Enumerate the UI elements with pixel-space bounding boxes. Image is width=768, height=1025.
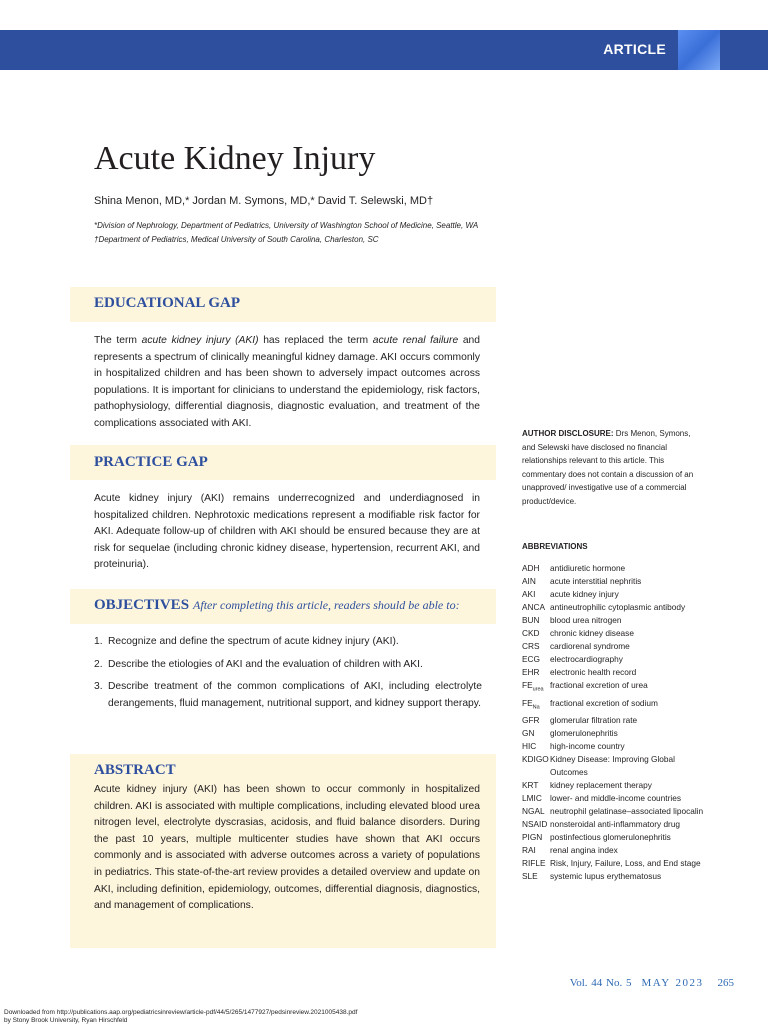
article-banner (0, 30, 768, 70)
abbreviation-definition: Risk, Injury, Failure, Loss, and End stage (550, 858, 701, 869)
abbreviation-definition: renal angina index (550, 845, 618, 856)
abbreviation-row (522, 831, 708, 844)
abbreviation-definition: fractional excretion of urea (550, 680, 648, 690)
volume-number: Vol. 44 No. 5 (569, 977, 632, 989)
download-url-line: Downloaded from http://publications.aap.org/pediatricsinreview/article-pdf/44/5/265/1477927/pedsinreview.2021005438.pdf (4, 1009, 358, 1016)
download-institution-line: by Stony Brook University, Ryan Hirschfeld (4, 1017, 128, 1024)
abbreviation-row (522, 727, 708, 740)
article-title: Acute Kidney Injury (94, 140, 376, 177)
abbreviation-definition: acute kidney injury (550, 589, 619, 599)
author-list: Shina Menon, MD,* Jordan M. Symons, MD,* David T. Selewski, MD† (94, 195, 434, 207)
abstract-heading: ABSTRACT (94, 762, 176, 778)
abbreviation-definition: fractional excretion of sodium (550, 697, 658, 708)
objectives-heading: OBJECTIVES After completing this article, readers should be able to: (94, 597, 460, 613)
article-type-label: ARTICLE (603, 41, 666, 57)
abbreviation-definition: postinfectious glomerulonephritis (550, 832, 671, 843)
abbreviation-row (522, 562, 708, 575)
abbreviation-row (522, 666, 708, 679)
abbreviation-row (522, 870, 708, 883)
abbreviation-row (522, 601, 708, 614)
abbreviation-row (522, 653, 708, 666)
abbreviation-definition: electrocardiography (550, 654, 623, 664)
abbreviation-term: RAI (522, 845, 536, 856)
abbreviation-row (522, 753, 708, 779)
abbreviation-row (522, 640, 708, 653)
abbreviation-definition: glomerular filtration rate (550, 715, 638, 726)
educational-gap-text: The term acute kidney injury (AKI) has replaced the term acute renal failure and represents a spectrum of clinically meaningful kidney damage. AKI occurs commonly in hospitalized children and has been shown to adversely impact outcomes across populations. It is important for clinicians to understand the epidemiology, risk factors, pathophysiology, differential diagnosis, diagnostic evaluation, and treatment of the complications associated with AKI. (94, 335, 481, 429)
abbreviation-definition: nonsteroidal anti-inflammatory drug (550, 819, 681, 830)
abbreviation-definition: glomerulonephritis (550, 728, 618, 739)
abbreviation-definition: acute interstitial nephritis (550, 576, 642, 586)
abbreviation-row (522, 844, 708, 857)
abbreviation-term: AKI (522, 589, 536, 599)
abbreviation-definition: chronic kidney disease (550, 628, 634, 638)
abbreviation-definition: kidney replacement therapy (550, 780, 652, 791)
abbreviation-row (522, 714, 708, 727)
abbreviation-term: BUN (522, 615, 540, 625)
abbreviation-definition: antineutrophilic cytoplasmic antibody (550, 602, 686, 612)
abbreviation-row (522, 588, 708, 601)
abbreviation-row (522, 575, 708, 588)
abbreviation-row (522, 805, 708, 818)
abbreviation-row (522, 857, 708, 870)
issue-date: MAY 2023 (641, 977, 704, 989)
abbreviation-term: GN (522, 728, 535, 739)
abbreviation-row (522, 627, 708, 640)
abbreviation-term: ANCA (522, 602, 546, 612)
abbreviation-row (522, 779, 708, 792)
affiliation-2: †Department of Pediatrics, Medical University of South Carolina, Charleston, SC (94, 235, 379, 244)
abbreviation-term: NGAL (522, 806, 545, 817)
abbreviation-term: GFR (522, 715, 540, 726)
abbreviation-row (522, 818, 708, 831)
abbreviation-row (522, 792, 708, 805)
abbreviation-definition: systemic lupus erythematosus (550, 871, 662, 882)
abbreviation-row (522, 740, 708, 753)
abstract-text: Acute kidney injury (AKI) has been shown to occur commonly in hospitalized children. AKI is associated with multiple complications, including elevated blood urea nitrogen level, electrolyte dyscrasias, acidosis, and fluid balance disorders. During the past 10 years, multiple multicenter studies have shown that AKI occurs commonly and is associated with adverse outcomes across a variety of populations in pediatrics. This state-of-the-art review provides a detailed overview and update on AKI, including definition, epidemiology, outcomes, differential diagnosis, diagnostics, and management of complications. (94, 784, 480, 912)
objective-item: 3. Describe treatment of the common complications of AKI, including electrolyte derangements, fluid management, nutritional support, and kidney support therapy. (94, 681, 482, 709)
objective-item: 1. Recognize and define the spectrum of acute kidney injury (AKI). (94, 636, 399, 647)
educational-gap-heading: EDUCATIONAL GAP (94, 295, 240, 311)
page-footer (570, 977, 734, 989)
abbreviation-term: ECG (522, 654, 540, 664)
abbreviation-term: RIFLE (522, 858, 546, 869)
abbreviation-definition: Kidney Disease: Improving Global Outcomes (550, 754, 675, 778)
abbreviation-term: EHR (522, 667, 540, 677)
abbreviation-definition: cardiorenal syndrome (550, 641, 630, 651)
abbreviation-term: AIN (522, 576, 536, 586)
abbreviation-definition: high-income country (550, 741, 625, 752)
abbreviation-term: KDIGO (522, 754, 549, 765)
abbreviation-term: LMIC (522, 793, 542, 804)
objectives-subheading: After completing this article, readers should be able to: (193, 598, 460, 612)
abbreviation-definition: electronic health record (550, 667, 637, 677)
abbreviation-definition: blood urea nitrogen (550, 615, 622, 625)
abbreviation-term: ADH (522, 563, 540, 573)
abbreviations-list (522, 562, 708, 883)
abbreviation-term: NSAID (522, 819, 548, 830)
practice-gap-heading: PRACTICE GAP (94, 454, 208, 470)
abbreviation-term: PIGN (522, 832, 543, 843)
abbreviation-row (522, 697, 708, 715)
abbreviation-definition: antidiuretic hormone (550, 563, 626, 573)
abbreviation-definition: lower- and middle-income countries (550, 793, 681, 804)
abbreviation-term: HIC (522, 741, 537, 752)
abbreviations-title: ABBREVIATIONS (522, 542, 588, 551)
abbreviation-row (522, 614, 708, 627)
abbreviation-term: $FE_{Na}$ (522, 697, 540, 711)
abbreviation-term: CRS (522, 641, 540, 651)
abbreviation-definition: neutrophil gelatinase–associated lipocalin (550, 806, 704, 817)
objectives-list (94, 634, 482, 718)
page-number: 265 (717, 977, 734, 989)
download-notice (4, 1009, 357, 1025)
affiliation-1: *Division of Nephrology, Department of Pediatrics, University of Washington School of Medicine, Seattle, WA (94, 221, 479, 230)
abbreviation-row (522, 679, 708, 697)
abbreviation-term: $FE_{urea}$ (522, 680, 544, 693)
abbreviation-term: KRT (522, 780, 539, 791)
objective-item: 2. Describe the etiologies of AKI and the evaluation of children with AKI. (94, 658, 423, 670)
abbreviation-term: SLE (522, 871, 538, 882)
author-disclosure: AUTHOR DISCLOSURE: Drs Menon, Symons, and Selewski have disclosed no financial relationships relevant to this article. This commentary does not contain a discussion of an unapproved/ investigative use of a commercial product/device. (522, 429, 694, 506)
practice-gap-text: Acute kidney injury (AKI) remains underrecognized and underdiagnosed in hospitalized children. Nephrotoxic medications represent a modifiable risk factor for AKI. Adequate follow-up of children with AKI should be ensured because they are at risk for sequelae (including chronic kidney disease, hypertension, recurrent AKI, and proteinuria). (94, 493, 480, 571)
abbreviation-term: CKD (522, 628, 540, 638)
banner-accent-square (678, 30, 720, 70)
